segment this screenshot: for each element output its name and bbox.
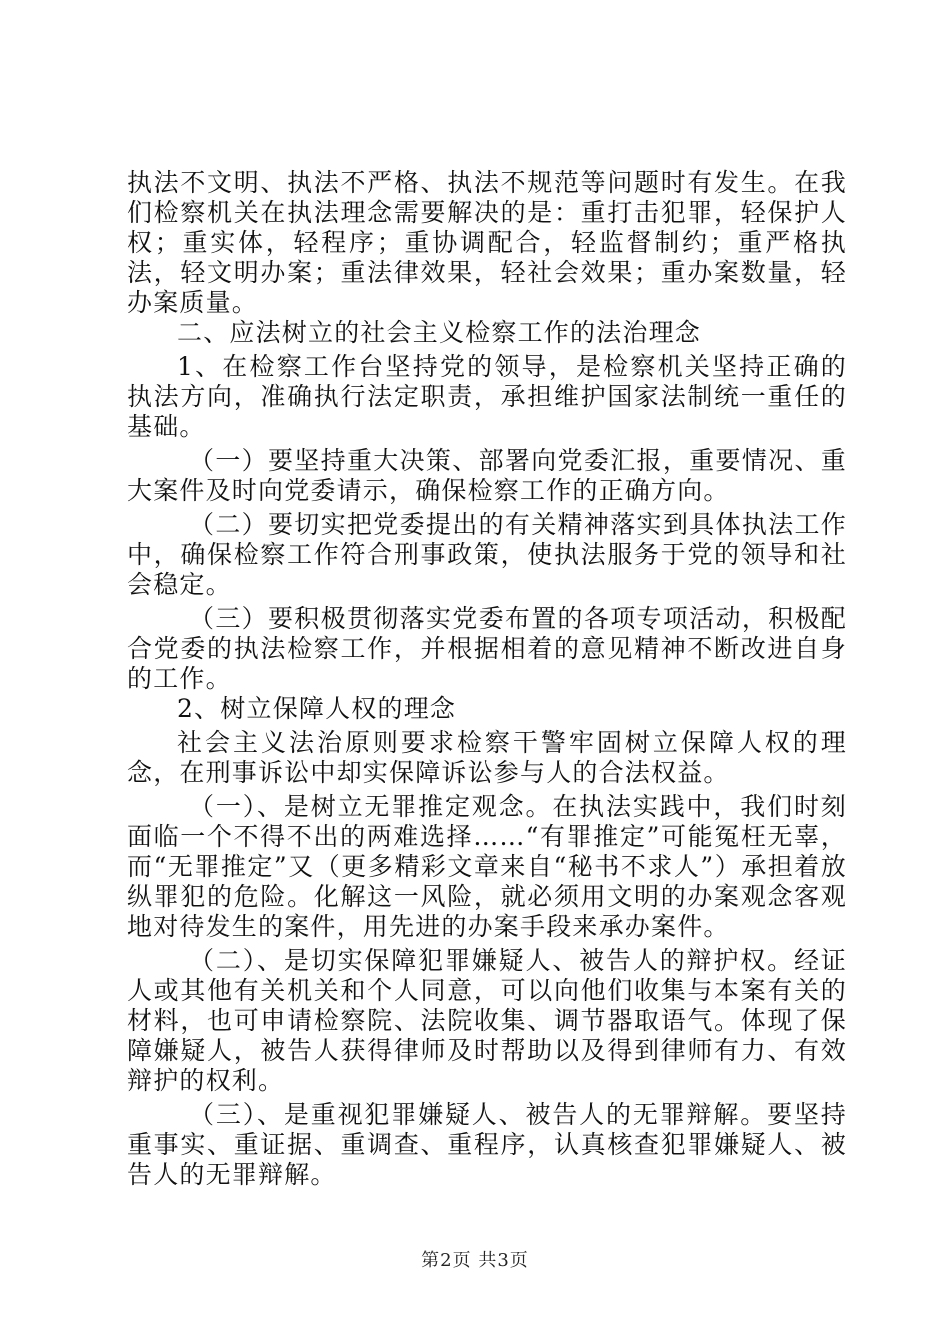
page-number-footer: 第2页 共3页 [421, 1250, 529, 1271]
section-heading-2: 二、应法树立的社会主义检察工作的法治理念 [177, 318, 702, 347]
paragraph-point-1: 1、在检察工作台坚持党的领导，是检察机关坚持正确的执法方向，准确执行法定职责，承担维护国家法制统一重任的基础。 [127, 352, 847, 441]
paragraph-point-2-sub-3: （三）、是重视犯罪嫌疑人、被告人的无罪辩解。要坚持重事实、重证据、重调查、重程序，认真核查犯罪嫌疑人、被告人的无罪辩解。 [127, 1100, 847, 1189]
paragraph-point-2-sub-2: （二）、是切实保障犯罪嫌疑人、被告人的辩护权。经证人或其他有关机关和个人同意，可以向他们收集与本案有关的材料，也可申请检察院、法院收集、调节器取语气。体现了保障嫌疑人，被告人获得律师及时帮助以及得到律师有力、有效辩护的权利。 [127, 946, 847, 1095]
paragraph-point-1-sub-3: （三）要积极贯彻落实党委布置的各项专项活动，积极配合党委的执法检察工作，并根据相着的意见精神不断改进自身的工作。 [127, 604, 847, 693]
paragraph-point-1-sub-2: （二）要切实把党委提出的有关精神落实到具体执法工作中，确保检察工作符合刑事政策，使执法服务于党的领导和社会稳定。 [127, 510, 847, 599]
paragraph-point-1-sub-1: （一）要坚持重大决策、部署向党委汇报，重要情况、重大案件及时向党委请示，确保检察工作的正确方向。 [127, 446, 847, 505]
paragraph-point-2-sub-1: （一）、是树立无罪推定观念。在执法实践中，我们时刻面临一个不得不出的两难选择……“有罪推定”可能冤枉无辜，而“无罪推定”又（更多精彩文章来自“秘书不求人”）承担着放纵罪犯的危险。化解这一风险，就必须用文明的办案观念客观地对待发生的案件，用先进的办案手段来承办案件。 [127, 792, 847, 941]
paragraph-point-2-heading: 2、树立保障人权的理念 [177, 694, 457, 723]
paragraph-point-2-intro: 社会主义法治原则要求检察干警牢固树立保障人权的理念，在刑事诉讼中却实保障诉讼参与人的合法权益。 [127, 728, 847, 787]
document-body [127, 168, 847, 1190]
paragraph-issues: 执法不文明、执法不严格、执法不规范等问题时有发生。在我们检察机关在执法理念需要解决的是：重打击犯罪，轻保护人权；重实体，轻程序；重协调配合，轻监督制约；重严格执法，轻文明办案；重法律效果，轻社会效果；重办案数量，轻办案质量。 [127, 168, 847, 317]
